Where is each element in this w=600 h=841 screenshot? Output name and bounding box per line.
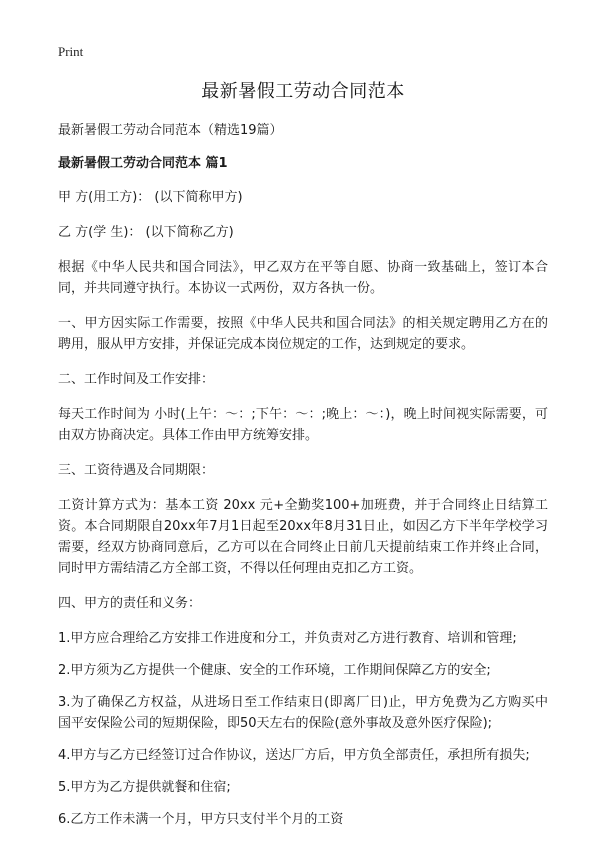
section-heading: 最新暑假工劳动合同范本 篇1	[58, 156, 228, 171]
duty-item-1: 1.甲方应合理给乙方安排工作进度和分工，并负责对乙方进行教育、培训和管理;	[58, 631, 517, 646]
document-title: 最新暑假工劳动合同范本	[201, 81, 405, 102]
clause-one: 一、甲方因实际工作需要，按照《中华人民共和国合同法》的相关规定聘用乙方在的聘用，服从甲方安排，并保证完成本岗位规定的工作，达到规定的要求。	[58, 316, 548, 352]
party-b-line: 乙 方(学 生)： (以下简称乙方)	[58, 225, 234, 240]
clause-two-heading: 二、工作时间及工作安排：	[58, 372, 215, 387]
party-a-line: 甲 方(用工方)： (以下简称甲方)	[58, 190, 243, 205]
print-link[interactable]: Print	[58, 44, 84, 59]
duty-item-2: 2.甲方须为乙方提供一个健康、安全的工作环境，工作期间保障乙方的安全;	[58, 663, 491, 678]
wage-paragraph: 工资计算方式为：基本工资 20xx 元+全勤奖100+加班费，并于合同终止日结算工资。本合同期限自20xx年7月1日起至20xx年8月31日止，如因乙方下半年学校学习需要，经双方协商同意后，乙方可以在合同终止日前几天提前结束工作并终止合同，同时甲方需结清乙方全部工资，不得以任何理由克扣乙方工资。	[58, 498, 548, 576]
duty-item-3: 3.为了确保乙方权益，从进场日至工作结束日(即离厂日)止，甲方免费为乙方购买中国平安保险公司的短期保险，即50天左右的保险(意外事故及意外医疗保险);	[58, 695, 548, 731]
work-hours-paragraph: 每天工作时间为 小时(上午：～：;下午：～：;晚上：～：)，晚上时间视实际需要，可由双方协商决定。具体工作由甲方统筹安排。	[58, 407, 548, 443]
document-body	[58, 78, 548, 841]
document-subtitle: 最新暑假工劳动合同范本（精选19篇）	[58, 123, 283, 138]
duty-item-5: 5.甲方为乙方提供就餐和住宿;	[58, 780, 231, 795]
preamble-paragraph: 根据《中华人民共和国合同法》，甲乙双方在平等自愿、协商一致基础上，签订本合同，并共同遵守执行。本协议一式两份，双方各执一份。	[58, 260, 548, 296]
duty-item-4: 4.甲方与乙方已经签订过合作协议，送达厂方后，甲方负全部责任，承担所有损失;	[58, 748, 530, 763]
clause-four-heading: 四、甲方的责任和义务：	[58, 596, 202, 611]
duty-item-6: 6.乙方工作未满一个月，甲方只支付半个月的工资	[58, 812, 344, 827]
clause-three-heading: 三、工资待遇及合同期限：	[58, 463, 215, 478]
